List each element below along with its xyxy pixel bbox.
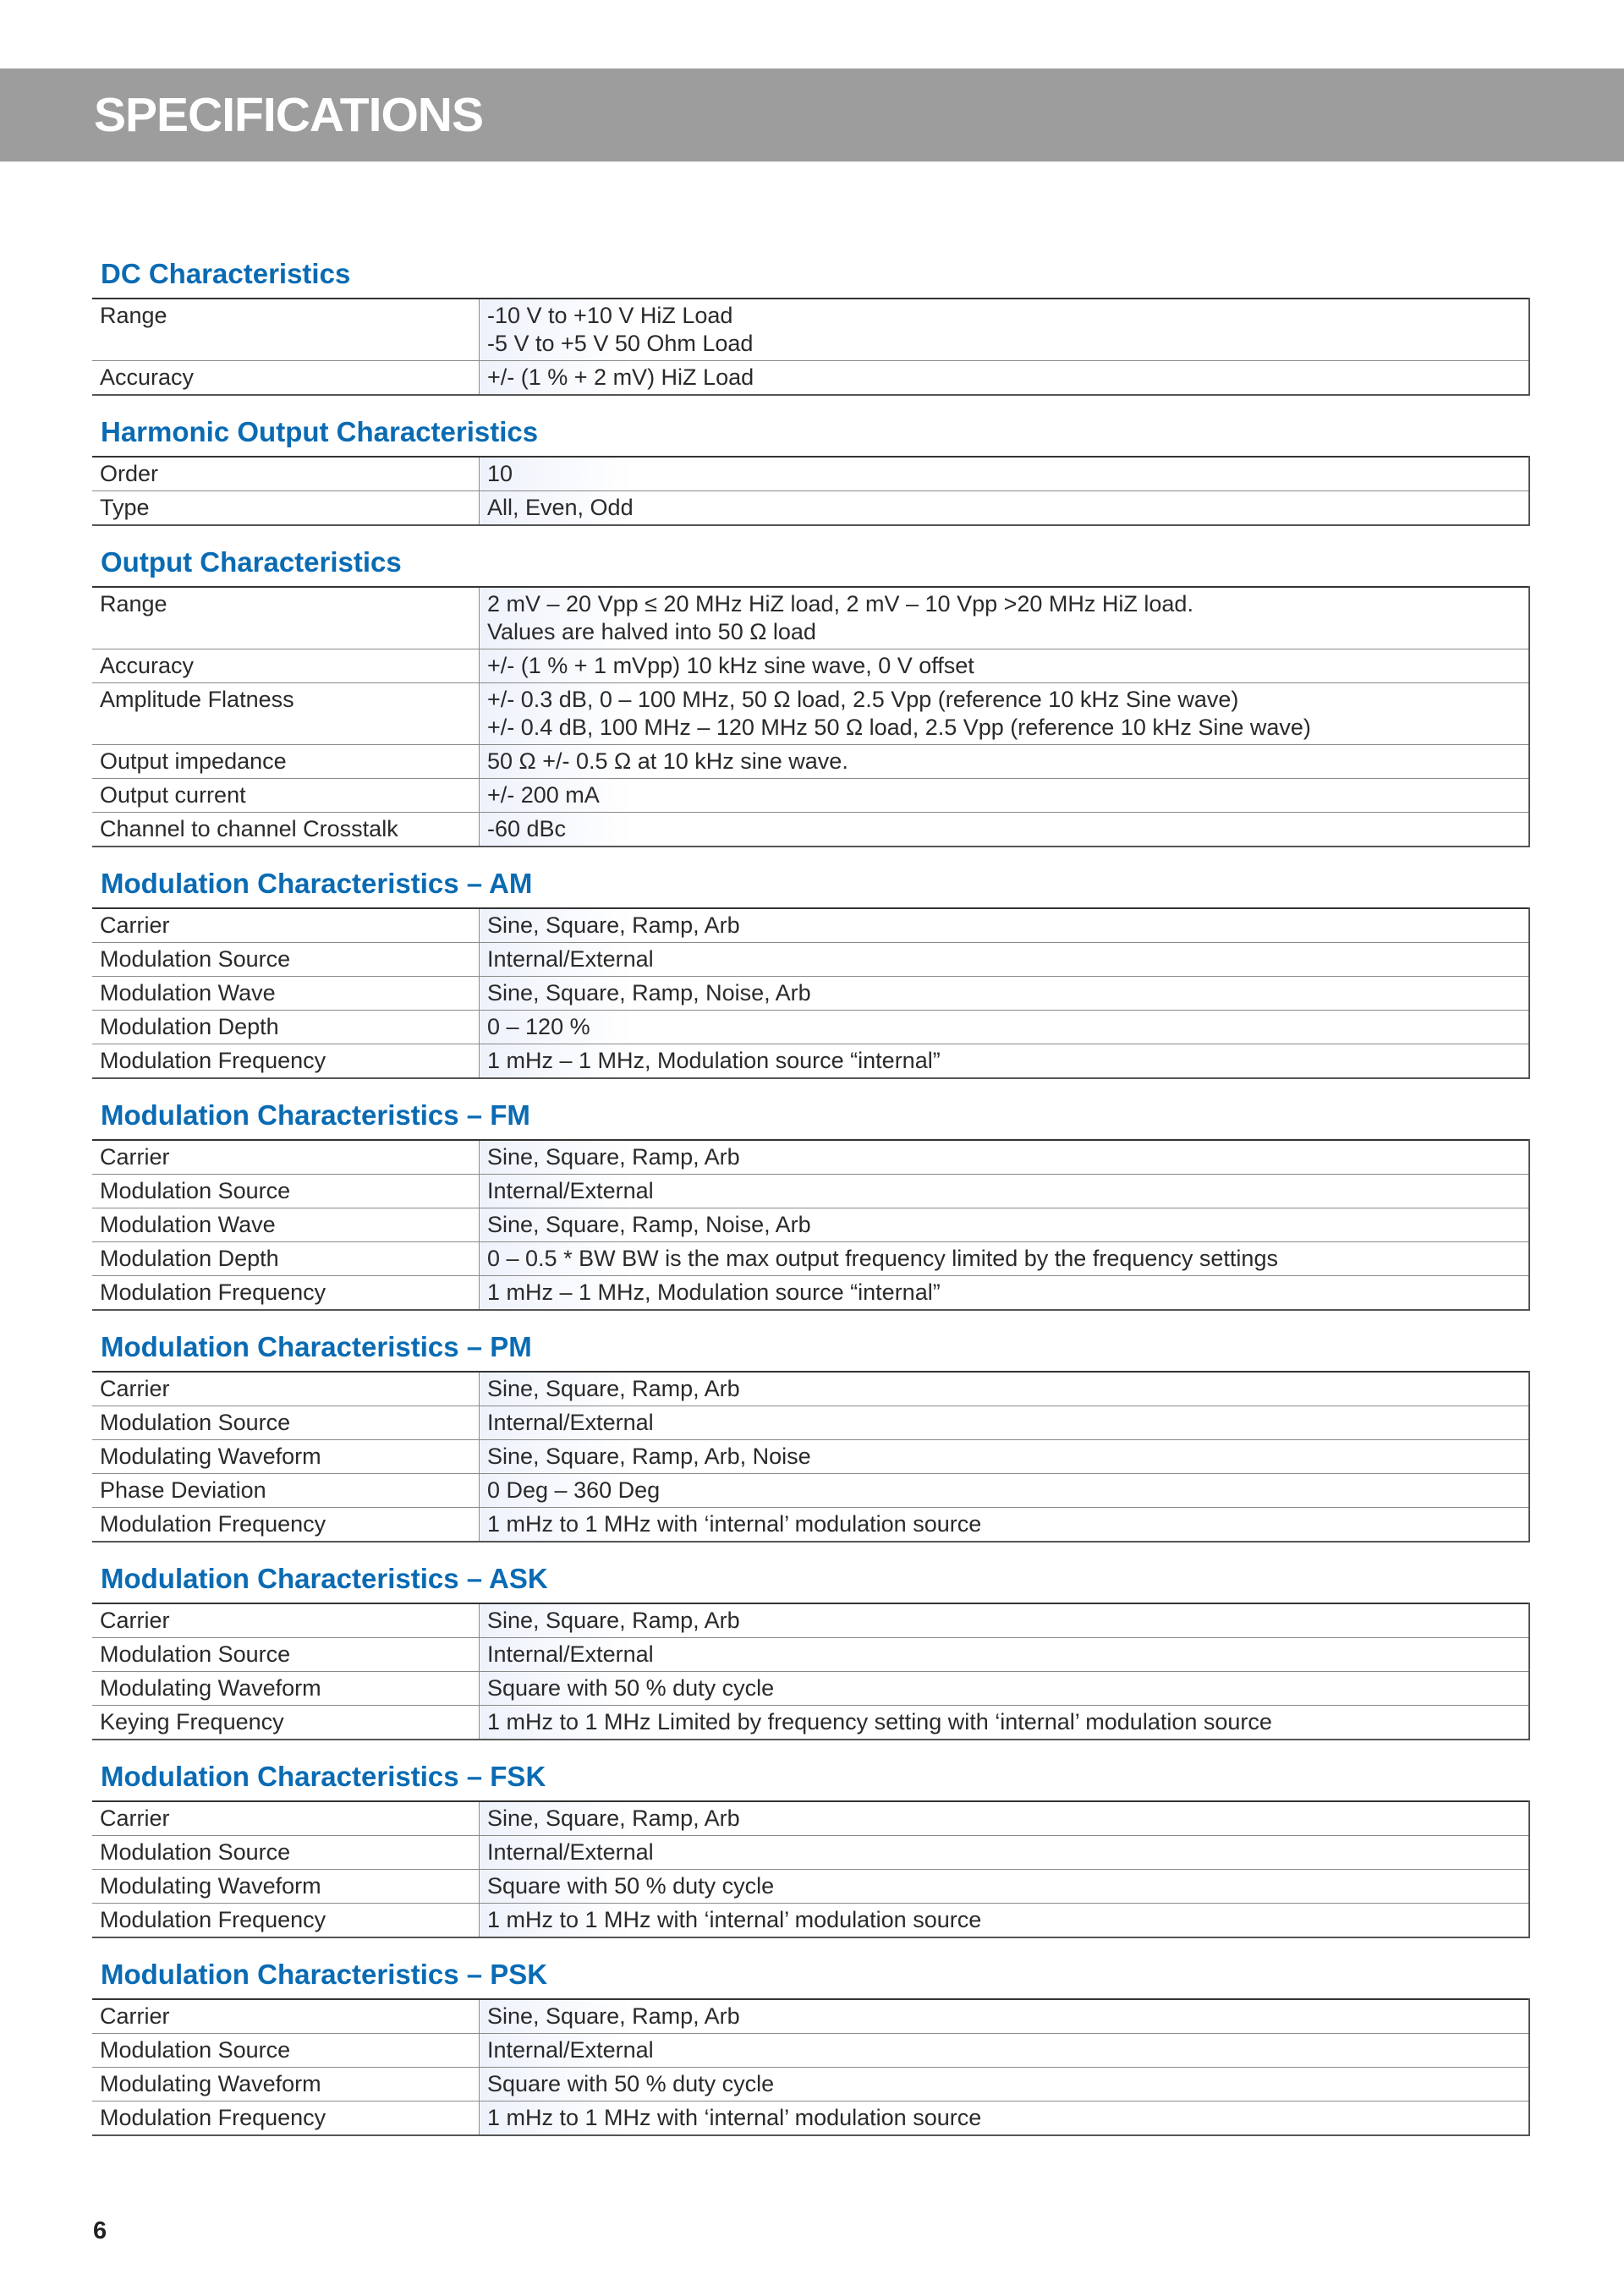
- table-row: [92, 813, 1529, 847]
- table-row: [92, 457, 1529, 491]
- spec-value-line: 1 mHz to 1 MHz Limited by frequency setting with ‘internal’ modulation source: [487, 1709, 1272, 1734]
- spec-value-line: -10 V to +10 V HiZ Load: [487, 303, 733, 328]
- spec-value-line: Sine, Square, Ramp, Arb: [487, 2003, 740, 2029]
- section-heading: Modulation Characteristics – FM: [101, 1099, 530, 1131]
- spec-table: [92, 1998, 1530, 2136]
- spec-label: Amplitude Flatness: [92, 683, 480, 745]
- table-row: [92, 683, 1529, 745]
- spec-value-line: Values are halved into 50 Ω load: [487, 619, 816, 644]
- table-row: [92, 745, 1529, 779]
- spec-value: [480, 491, 1530, 526]
- table-row: [92, 1801, 1529, 1836]
- spec-value: [480, 745, 1530, 779]
- spec-value-line: Internal/External: [487, 1410, 654, 1435]
- spec-label: Carrier: [92, 908, 480, 943]
- spec-label: Channel to channel Crosstalk: [92, 813, 480, 847]
- spec-label: Phase Deviation: [92, 1474, 480, 1508]
- spec-value: [480, 299, 1530, 361]
- spec-value: [480, 457, 1530, 491]
- table-row: [92, 1406, 1529, 1440]
- spec-value-line: +/- (1 % + 2 mV) HiZ Load: [487, 364, 754, 390]
- table-row: [92, 977, 1529, 1011]
- spec-value: [480, 2068, 1530, 2101]
- spec-table: [92, 1139, 1530, 1311]
- spec-label: Carrier: [92, 1999, 480, 2034]
- page-number: 6: [93, 2217, 107, 2244]
- page-title: SPECIFICATIONS: [94, 88, 483, 142]
- spec-value-line: 10: [487, 461, 513, 486]
- spec-value-line: +/- 200 mA: [487, 782, 600, 808]
- spec-value: [480, 1836, 1530, 1870]
- spec-table: [92, 586, 1530, 847]
- spec-value-line: 0 Deg – 360 Deg: [487, 1477, 661, 1503]
- spec-label: Modulation Source: [92, 1175, 480, 1208]
- table-row: [92, 2034, 1529, 2068]
- spec-label: Accuracy: [92, 649, 480, 683]
- spec-value: [480, 1011, 1530, 1044]
- spec-table: [92, 298, 1530, 396]
- table-row: [92, 1999, 1529, 2034]
- spec-label: Output current: [92, 779, 480, 813]
- spec-label: Type: [92, 491, 480, 526]
- spec-label: Range: [92, 299, 480, 361]
- spec-value: [480, 1276, 1530, 1311]
- spec-value-line: Internal/External: [487, 1839, 654, 1865]
- spec-label: Carrier: [92, 1372, 480, 1406]
- spec-value-line: 50 Ω +/- 0.5 Ω at 10 kHz sine wave.: [487, 748, 848, 774]
- table-row: [92, 649, 1529, 683]
- spec-value-line: Square with 50 % duty cycle: [487, 1873, 775, 1899]
- section-heading: Modulation Characteristics – PM: [101, 1331, 532, 1362]
- table-row: [92, 1175, 1529, 1208]
- table-row: [92, 1372, 1529, 1406]
- table-row: [92, 361, 1529, 396]
- section-heading: DC Characteristics: [101, 258, 351, 289]
- spec-label: Modulation Source: [92, 1836, 480, 1870]
- spec-value: [480, 1508, 1530, 1543]
- spec-label: Accuracy: [92, 361, 480, 396]
- table-row: [92, 587, 1529, 649]
- spec-value-line: Sine, Square, Ramp, Arb: [487, 1376, 740, 1401]
- spec-label: Modulation Frequency: [92, 1276, 480, 1311]
- spec-value: [480, 1870, 1530, 1904]
- spec-value-line: 1 mHz to 1 MHz with ‘internal’ modulation source: [487, 2105, 982, 2130]
- spec-value: [480, 1904, 1530, 1938]
- spec-value-line: -5 V to +5 V 50 Ohm Load: [487, 331, 754, 356]
- spec-label: Output impedance: [92, 745, 480, 779]
- spec-value-line: 1 mHz – 1 MHz, Modulation source “internal”: [487, 1280, 941, 1305]
- table-row: [92, 1440, 1529, 1474]
- section-heading: Modulation Characteristics – AM: [101, 868, 533, 899]
- spec-label: Modulation Frequency: [92, 1508, 480, 1543]
- spec-label: Modulation Wave: [92, 977, 480, 1011]
- spec-label: Modulating Waveform: [92, 1440, 480, 1474]
- spec-value: [480, 977, 1530, 1011]
- table-row: [92, 1276, 1529, 1311]
- spec-value-line: 1 mHz to 1 MHz with ‘internal’ modulation source: [487, 1511, 982, 1537]
- section-heading: Output Characteristics: [101, 546, 402, 578]
- spec-value: [480, 2034, 1530, 2068]
- spec-value: [480, 1208, 1530, 1242]
- spec-value: [480, 587, 1530, 649]
- spec-label: Modulation Frequency: [92, 1044, 480, 1079]
- spec-label: Modulation Depth: [92, 1011, 480, 1044]
- table-row: [92, 1870, 1529, 1904]
- spec-value: [480, 1440, 1530, 1474]
- spec-value-line: 0 – 0.5 * BW BW is the max output frequency limited by the frequency settings: [487, 1246, 1278, 1271]
- spec-value: [480, 1140, 1530, 1175]
- spec-value-line: All, Even, Odd: [487, 495, 634, 520]
- spec-value-line: -60 dBc: [487, 816, 567, 841]
- spec-value: [480, 2101, 1530, 2136]
- spec-value-line: Sine, Square, Ramp, Noise, Arb: [487, 1212, 811, 1237]
- table-row: [92, 779, 1529, 813]
- spec-label: Modulating Waveform: [92, 1672, 480, 1706]
- spec-value-line: 1 mHz to 1 MHz with ‘internal’ modulation source: [487, 1907, 982, 1932]
- spec-label: Keying Frequency: [92, 1706, 480, 1740]
- table-row: [92, 1836, 1529, 1870]
- spec-value-line: Square with 50 % duty cycle: [487, 1675, 775, 1701]
- spec-value: [480, 813, 1530, 847]
- spec-table: [92, 1603, 1530, 1740]
- spec-value: [480, 1801, 1530, 1836]
- table-row: [92, 1672, 1529, 1706]
- spec-label: Modulation Source: [92, 2034, 480, 2068]
- spec-value: [480, 1044, 1530, 1079]
- spec-value-line: 0 – 120 %: [487, 1014, 590, 1039]
- spec-value-line: Sine, Square, Ramp, Arb: [487, 1608, 740, 1633]
- spec-value: [480, 1372, 1530, 1406]
- spec-value: [480, 361, 1530, 396]
- spec-label: Modulation Depth: [92, 1242, 480, 1276]
- spec-value: [480, 943, 1530, 977]
- table-row: [92, 1011, 1529, 1044]
- spec-value: [480, 1706, 1530, 1740]
- spec-value-line: Sine, Square, Ramp, Arb: [487, 1144, 740, 1170]
- section-heading: Modulation Characteristics – ASK: [101, 1563, 548, 1594]
- spec-value-line: 1 mHz – 1 MHz, Modulation source “internal”: [487, 1048, 941, 1073]
- spec-value: [480, 1242, 1530, 1276]
- spec-value-line: Sine, Square, Ramp, Arb, Noise: [487, 1444, 811, 1469]
- header-band: [0, 68, 1624, 162]
- section-heading: Modulation Characteristics – PSK: [101, 1959, 548, 1990]
- spec-label: Modulation Wave: [92, 1208, 480, 1242]
- table-row: [92, 1140, 1529, 1175]
- spec-value: [480, 779, 1530, 813]
- table-row: [92, 491, 1529, 526]
- spec-label: Modulation Source: [92, 1406, 480, 1440]
- table-row: [92, 1904, 1529, 1938]
- spec-label: Range: [92, 587, 480, 649]
- spec-value-line: +/- (1 % + 1 mVpp) 10 kHz sine wave, 0 V offset: [487, 653, 974, 678]
- section-heading: Harmonic Output Characteristics: [101, 416, 539, 447]
- spec-value-line: 2 mV – 20 Vpp ≤ 20 MHz HiZ load, 2 mV – 10 Vpp >20 MHz HiZ load.: [487, 591, 1193, 616]
- spec-sections: [92, 254, 1530, 2152]
- table-row: [92, 908, 1529, 943]
- spec-table: [92, 907, 1530, 1079]
- table-row: [92, 1638, 1529, 1672]
- spec-value-line: Internal/External: [487, 946, 654, 972]
- spec-label: Modulation Frequency: [92, 1904, 480, 1938]
- spec-table: [92, 1800, 1530, 1938]
- spec-table: [92, 1371, 1530, 1543]
- table-row: [92, 1706, 1529, 1740]
- table-row: [92, 1044, 1529, 1079]
- spec-value-line: Sine, Square, Ramp, Arb: [487, 912, 740, 938]
- spec-value: [480, 1672, 1530, 1706]
- spec-value: [480, 1638, 1530, 1672]
- spec-value-line: Sine, Square, Ramp, Noise, Arb: [487, 980, 811, 1006]
- table-row: [92, 1508, 1529, 1543]
- spec-value: [480, 649, 1530, 683]
- spec-value-line: Internal/External: [487, 2037, 654, 2063]
- spec-label: Modulating Waveform: [92, 1870, 480, 1904]
- table-row: [92, 2101, 1529, 2136]
- spec-value: [480, 683, 1530, 745]
- spec-value-line: Square with 50 % duty cycle: [487, 2071, 775, 2096]
- spec-label: Order: [92, 457, 480, 491]
- table-row: [92, 1242, 1529, 1276]
- spec-label: Modulating Waveform: [92, 2068, 480, 2101]
- spec-value-line: Sine, Square, Ramp, Arb: [487, 1806, 740, 1831]
- spec-label: Modulation Source: [92, 1638, 480, 1672]
- table-row: [92, 1208, 1529, 1242]
- spec-value: [480, 1175, 1530, 1208]
- table-row: [92, 1474, 1529, 1508]
- spec-value: [480, 908, 1530, 943]
- table-row: [92, 2068, 1529, 2101]
- spec-label: Modulation Frequency: [92, 2101, 480, 2136]
- section-heading: Modulation Characteristics – FSK: [101, 1761, 546, 1792]
- spec-label: Carrier: [92, 1140, 480, 1175]
- spec-value: [480, 1474, 1530, 1508]
- spec-label: Carrier: [92, 1801, 480, 1836]
- spec-label: Modulation Source: [92, 943, 480, 977]
- spec-label: Carrier: [92, 1603, 480, 1638]
- table-row: [92, 1603, 1529, 1638]
- spec-value-line: Internal/External: [487, 1178, 654, 1203]
- spec-value-line: Internal/External: [487, 1641, 654, 1667]
- spec-table: [92, 456, 1530, 526]
- spec-value-line: +/- 0.4 dB, 100 MHz – 120 MHz 50 Ω load, 2.5 Vpp (reference 10 kHz Sine wave): [487, 715, 1311, 740]
- table-row: [92, 299, 1529, 361]
- spec-value: [480, 1603, 1530, 1638]
- spec-value: [480, 1999, 1530, 2034]
- spec-value: [480, 1406, 1530, 1440]
- table-row: [92, 943, 1529, 977]
- spec-value-line: +/- 0.3 dB, 0 – 100 MHz, 50 Ω load, 2.5 Vpp (reference 10 kHz Sine wave): [487, 687, 1239, 712]
